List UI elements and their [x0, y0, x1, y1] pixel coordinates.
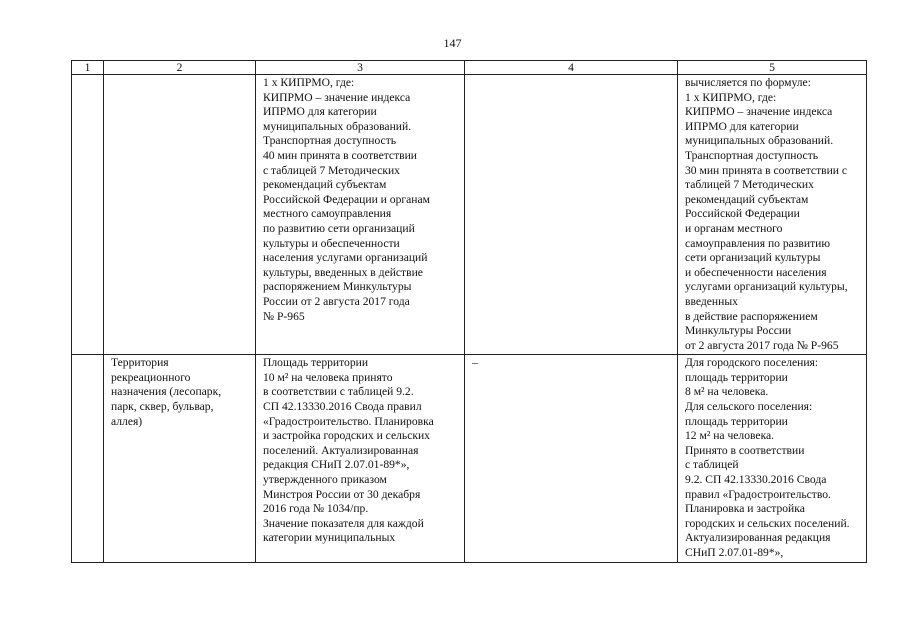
cell-text-line: и застройка городских и сельских — [263, 429, 430, 443]
cell-text-line: утвержденного приказом — [263, 473, 387, 487]
cell-text-line: введенных — [685, 294, 738, 308]
cell-text-line: вычисляется по формуле: — [685, 76, 811, 89]
cell-text-line: рекомендаций субъектам — [263, 178, 387, 192]
cell-text-line: местного самоуправления — [263, 207, 392, 221]
cell-text-line: КИПРМО – значение индекса — [263, 90, 411, 104]
cell-text-line: 30 мин принята в соответствии с — [685, 163, 848, 177]
page-number: 147 — [443, 36, 462, 50]
cell-text-line: 10 м² на человека принято — [263, 370, 393, 384]
cell-text-line: «Градостроительство. Планировка — [263, 414, 434, 428]
cell-text-line: 40 мин принята в соответствии — [263, 148, 418, 162]
cell-column-4 — [465, 75, 678, 355]
cell-text-line: ИПРМО для категории — [685, 119, 799, 133]
cell-text-line: услугами организаций культуры, — [685, 280, 848, 294]
cell-text-line: культуры, введенных в действие — [263, 265, 423, 279]
cell-text-line: аллея) — [111, 414, 143, 428]
cell-text-line: – — [472, 356, 478, 370]
cell-text-line: муниципальных образований. — [263, 119, 412, 133]
cell-text-line: Российской Федерации — [685, 207, 800, 221]
cell-indicator-name — [104, 75, 256, 355]
cell-text-line: в соответствии с таблицей 9.2. — [263, 385, 414, 399]
cell-text-line: Принято в соответствии — [685, 443, 805, 457]
cell-number — [72, 75, 104, 355]
cell-text-line: КИПРМО – значение индекса — [685, 105, 833, 119]
cell-text-line: населения услугами организаций — [263, 251, 428, 265]
cell-text-line: Минкультуры России — [685, 324, 792, 338]
cell-text-line: Территория — [111, 356, 169, 370]
cell-text-line: от 2 августа 2017 года № Р-965 — [685, 338, 839, 352]
cell-text-line: Транспортная доступность — [685, 148, 819, 162]
cell-text-line: с таблицей 7 Методических — [263, 163, 400, 177]
column-header-4: 4 — [465, 61, 678, 75]
cell-text-line: Значение показателя для каждой — [263, 516, 424, 530]
cell-text-line: 9.2. СП 42.13330.2016 Свода — [685, 473, 827, 487]
cell-text-line: культуры и обеспеченности — [263, 236, 400, 250]
data-table — [71, 60, 867, 563]
cell-text-line: распоряжением Минкультуры — [263, 280, 412, 294]
cell-text-line: городских и сельских поселений. — [685, 516, 850, 530]
cell-text-line: рекреационного — [111, 370, 191, 384]
column-header-3: 3 — [256, 61, 465, 75]
cell-text-line: № Р-965 — [263, 309, 305, 323]
cell-text-line: Площадь территории — [263, 356, 369, 370]
cell-text-line: с таблицей — [685, 458, 739, 472]
cell-text-line: ИПРМО для категории — [263, 105, 377, 119]
cell-text-line: поселений. Актуализированная — [263, 443, 419, 457]
cell-text-line: правил «Градостроительство. — [685, 487, 831, 501]
cell-text-line: 1 х КИПРМО, где: — [685, 90, 777, 104]
table-row — [72, 355, 867, 562]
column-header-5: 5 — [678, 61, 867, 75]
cell-text-line: 1 х КИПРМО, где: — [263, 76, 355, 89]
cell-text-line: Минстроя России от 30 декабря — [263, 487, 421, 501]
cell-text-line: Для сельского поселения: — [685, 400, 813, 414]
cell-column-4 — [465, 355, 678, 562]
column-header-1: 1 — [72, 61, 104, 75]
cell-text-line: и обеспеченности населения — [685, 265, 827, 279]
cell-text-line: 2016 года № 1034/пр. — [263, 502, 369, 516]
table-header-row — [72, 61, 867, 75]
cell-text-line: муниципальных образований. — [685, 134, 834, 148]
cell-indicator-name — [104, 355, 256, 562]
cell-text-line: Российской Федерации и органам — [263, 192, 430, 206]
cell-text-line: 8 м² на человека. — [685, 385, 769, 399]
cell-text-line: категории муниципальных — [263, 531, 396, 545]
cell-number — [72, 355, 104, 562]
cell-text-line: 12 м² на человека. — [685, 429, 775, 443]
cell-text-line: площадь территории — [685, 414, 788, 428]
cell-text-line: Актуализированная редакция — [685, 531, 831, 545]
cell-text-line: таблицей 7 Методических — [685, 178, 814, 192]
cell-text-line: площадь территории — [685, 370, 788, 384]
cell-regional-value — [256, 75, 465, 355]
cell-text-line: рекомендаций субъектам — [685, 192, 809, 206]
cell-text-line: парк, сквер, бульвар, — [111, 400, 214, 414]
cell-local-value — [678, 75, 867, 355]
cell-text-line: назначения (лесопарк, — [111, 385, 222, 399]
cell-text-line: самоуправления по развитию — [685, 236, 830, 250]
cell-text-line: и органам местного — [685, 221, 783, 235]
cell-text-line: Для городского поселения: — [685, 356, 819, 370]
cell-text-line: СП 42.13330.2016 Свода правил — [263, 400, 422, 414]
table-row — [72, 75, 867, 355]
cell-text-line: России от 2 августа 2017 года — [263, 294, 410, 308]
cell-text-line: сети организаций культуры — [685, 251, 821, 265]
cell-text-line: по развитию сети организаций — [263, 221, 415, 235]
column-header-2: 2 — [104, 61, 256, 75]
cell-text-line: СНиП 2.07.01-89*», — [685, 546, 784, 559]
cell-regional-value — [256, 355, 465, 562]
cell-text-line: Планировка и застройка — [685, 502, 805, 516]
cell-text-line: Транспортная доступность — [263, 134, 397, 148]
cell-text-line: в действие распоряжением — [685, 309, 818, 323]
cell-local-value — [678, 355, 867, 562]
cell-text-line: редакция СНиП 2.07.01-89*», — [263, 458, 410, 472]
